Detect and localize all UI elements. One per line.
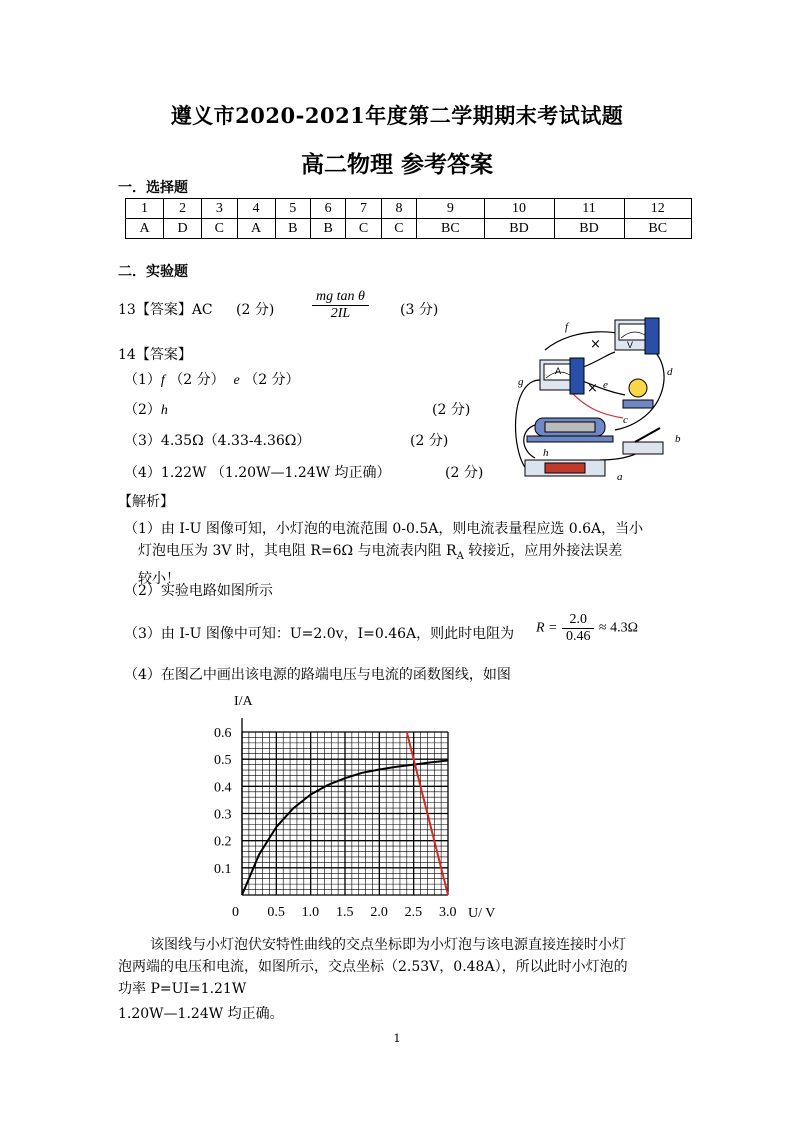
analysis-part3-denominator: 0.46 — [565, 629, 591, 644]
analysis-part1-line3: 较小！ — [138, 570, 180, 587]
document-title: 遵义市2020-2021年度第二学期期末考试试题 — [170, 103, 624, 128]
question-number-cell: 9 — [417, 199, 484, 219]
x-tick-label: 2.5 — [404, 905, 423, 920]
circuit-label-a: a — [617, 471, 623, 483]
q13-formula-denominator: 2IL — [330, 306, 351, 321]
conclusion-line1: 该图线与小灯泡伏安特性曲线的交点坐标即为小灯泡与该电源直接连接时小灯 — [150, 937, 626, 953]
analysis-part3-R: R = — [536, 620, 558, 636]
question-number-cell: 4 — [237, 199, 275, 219]
ammeter-label: A — [555, 366, 562, 376]
x-tick-label: 0 — [232, 905, 239, 920]
x-tick-label: 1.0 — [301, 905, 320, 920]
analysis-part3-numerator: 2.0 — [562, 612, 595, 629]
question-number-cell: 10 — [484, 199, 554, 219]
analysis-part2: （2）实验电路如图所示 — [124, 583, 273, 599]
q14-answer-header: 14【答案】 — [118, 347, 192, 363]
analysis-part4: （4）在图乙中画出该电源的路端电压与电流的函数图线，如图 — [124, 667, 511, 683]
answer-cell: B — [310, 219, 345, 239]
analysis-part1-line2b: 较接近，应用外接法误差 — [463, 543, 623, 559]
circuit-cross-mark-2: × — [587, 381, 598, 396]
analysis-header: 【解析】 — [118, 494, 174, 510]
q14-item1 — [124, 370, 300, 391]
analysis-part1-line2: 灯泡电压为 3V 时，其电阻 R=6Ω 与电流表内阻 R — [138, 543, 457, 559]
chart-tick-labels — [214, 726, 457, 920]
answer-cell: C — [346, 219, 381, 239]
q14-item1-label: （1） — [124, 372, 161, 388]
y-tick-label: 0.3 — [214, 807, 232, 823]
analysis-part3-result: ≈ 4.3Ω — [598, 620, 638, 636]
conclusion-line3: 功率 P=UI=1.21W — [118, 981, 247, 997]
q13-score2: (3 分) — [400, 302, 439, 318]
x-tick-label: 3.0 — [439, 905, 457, 920]
question-number-cell: 7 — [346, 199, 381, 219]
answer-number-row — [126, 199, 692, 219]
q14-item2-score: (2 分) — [432, 402, 471, 418]
document-subtitle: 高二物理 参考答案 — [300, 151, 493, 178]
circuit-label-f: f — [565, 321, 569, 333]
answer-cell: C — [202, 219, 237, 239]
q13-answer-prefix: 13【答案】AC — [118, 302, 213, 318]
analysis-part3: （3）由 I-U 图像中可知：U=2.0v，I=0.46A，则此时电阻为 — [124, 626, 515, 642]
q13-formula-numerator: mg tan θ — [312, 289, 369, 306]
answer-cell: B — [275, 219, 310, 239]
question-number-cell: 8 — [381, 199, 416, 219]
page-number: 1 — [393, 1032, 401, 1045]
circuit-label-b: b — [675, 433, 681, 445]
y-tick-label: 0.6 — [214, 726, 232, 741]
section-experiment-heading: 二．实验题 — [118, 264, 188, 280]
analysis-part1-sub: A — [456, 550, 464, 562]
answer-value-row — [126, 219, 692, 239]
answer-cell: BD — [484, 219, 554, 239]
answer-cell: C — [381, 219, 416, 239]
x-tick-label: 1.5 — [336, 905, 354, 920]
question-number-cell: 5 — [275, 199, 310, 219]
question-number-cell: 12 — [624, 199, 691, 219]
question-number-cell: 1 — [126, 199, 164, 219]
circuit-label-h: h — [543, 447, 549, 459]
y-tick-label: 0.2 — [214, 834, 232, 850]
section-choice-heading: 一．选择题 — [118, 180, 188, 196]
q14-item1-e: e — [233, 373, 240, 388]
q14-item1-f: f — [160, 373, 165, 388]
analysis-part1 — [124, 518, 694, 590]
answer-cell: A — [126, 219, 164, 239]
q14-item4-score: (2 分) — [445, 465, 484, 481]
q14-item2-h: h — [160, 403, 168, 418]
conclusion-range: 1.20W—1.24W 均正确。 — [118, 1006, 284, 1022]
question-number-cell: 6 — [310, 199, 345, 219]
circuit-label-d: d — [667, 366, 673, 378]
question-number-cell: 11 — [554, 199, 624, 219]
answer-cell: BC — [624, 219, 691, 239]
q13-score1: (2 分) — [236, 302, 275, 318]
circuit-label-g: g — [518, 376, 524, 388]
circuit-diagram — [505, 310, 685, 485]
circuit-cross-mark-1: × — [590, 337, 601, 352]
q14-item1-score2: （2 分） — [244, 372, 300, 388]
analysis-part1-line1: 由 I-U 图像可知，小灯泡的电流范围 0-0.5A，则电流表量程应选 0.6A，当小 — [160, 521, 644, 537]
chart-major-grid — [242, 718, 448, 895]
q14-item2-label: （2） — [124, 402, 161, 418]
y-tick-label: 0.1 — [214, 861, 232, 877]
q14-item3: （3）4.35Ω（4.33-4.36Ω） — [124, 433, 311, 449]
q14-item2 — [124, 400, 168, 421]
answer-cell: BD — [554, 219, 624, 239]
q14-item3-score: (2 分) — [410, 433, 449, 449]
voltmeter-label: V — [627, 340, 634, 350]
answer-cell: D — [164, 219, 202, 239]
chart-x-axis-label: U/ V — [468, 906, 496, 921]
answer-table — [125, 198, 692, 239]
analysis-part3-formula — [536, 612, 638, 645]
chart-y-axis-label: I/A — [234, 694, 253, 709]
analysis-part3-fraction — [562, 612, 595, 645]
answer-cell: A — [237, 219, 275, 239]
question-number-cell: 2 — [164, 199, 202, 219]
iu-graph — [200, 688, 520, 923]
q14-item1-score1: （2 分） — [169, 372, 225, 388]
y-tick-label: 0.5 — [214, 753, 232, 769]
circuit-label-e: e — [603, 379, 608, 391]
circuit-label-c: c — [623, 414, 628, 426]
analysis-part1-label: （1） — [124, 521, 161, 537]
x-tick-label: 2.0 — [370, 905, 388, 920]
conclusion-paragraph — [118, 934, 698, 1000]
x-tick-label: 0.5 — [267, 905, 285, 920]
conclusion-line2: 泡两端的电压和电流，如图所示，交点坐标（2.53V，0.48A），所以此时小灯泡的 — [118, 959, 628, 975]
answer-cell: BC — [417, 219, 484, 239]
q14-item4: （4）1.22W （1.20W—1.24W 均正确） — [124, 465, 391, 481]
y-tick-label: 0.4 — [214, 780, 232, 796]
q13-formula — [312, 289, 369, 322]
question-number-cell: 3 — [202, 199, 237, 219]
